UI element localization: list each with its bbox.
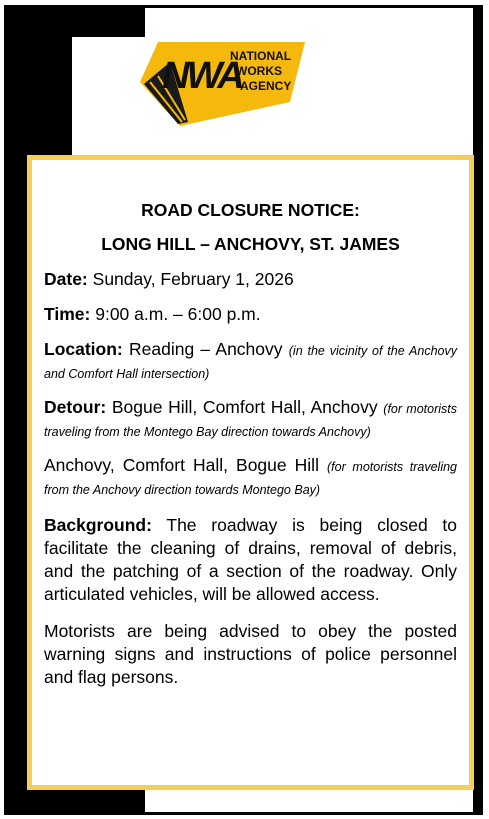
- notice-location-title: LONG HILL – ANCHOVY, ST. JAMES: [101, 234, 400, 254]
- logo-line-works: WORKS: [236, 64, 282, 78]
- detour-reverse-note: (for motorists traveling from the Anchovy direction towards Montego Bay): [44, 460, 457, 497]
- detour-value: Bogue Hill, Comfort Hall, Anchovy: [111, 397, 378, 417]
- date-line: [44, 268, 457, 291]
- background-label: Background:: [44, 515, 152, 535]
- date-value: Sunday, February 1, 2026: [92, 269, 294, 289]
- detour-note: (for motorists traveling from the Montego Bay direction towards Anchovy): [44, 402, 457, 439]
- location-line: [44, 338, 457, 384]
- logo-line-agency: AGENCY: [240, 79, 292, 93]
- frame-cutout-top: [145, 8, 473, 38]
- background-value: The roadway is being closed to facilitate the cleaning of drains, removal of debris, and the patching of a section of the roadway. Only articulated vehicles, will be allowed access.: [44, 515, 458, 604]
- detour-reverse-line: [44, 454, 457, 500]
- detour-line: [44, 396, 457, 442]
- time-label: Time:: [44, 304, 91, 324]
- road-closure-notice: [27, 155, 474, 790]
- location-note: (in the vicinity of the Anchovy and Comfort Hall intersection): [44, 344, 457, 381]
- detour-label: Detour:: [44, 397, 107, 417]
- logo-letters: NWA: [162, 55, 242, 97]
- logo-line-national: NATIONAL: [230, 49, 292, 63]
- advice-paragraph: Motorists are being advised to obey the posted warning signs and instructions of police personnel and flag persons.: [44, 621, 457, 687]
- location-label: Location:: [44, 339, 123, 359]
- time-line: [44, 303, 457, 326]
- detour-reverse-value: Anchovy, Comfort Hall, Bogue Hill: [44, 455, 319, 475]
- location-value: Reading – Anchovy: [128, 339, 283, 359]
- notice-title: ROAD CLOSURE NOTICE:: [141, 200, 360, 220]
- background-paragraph: [44, 514, 457, 606]
- nwa-logo: [140, 42, 310, 126]
- time-value: 9:00 a.m. – 6:00 p.m.: [95, 304, 261, 324]
- date-label: Date:: [44, 269, 88, 289]
